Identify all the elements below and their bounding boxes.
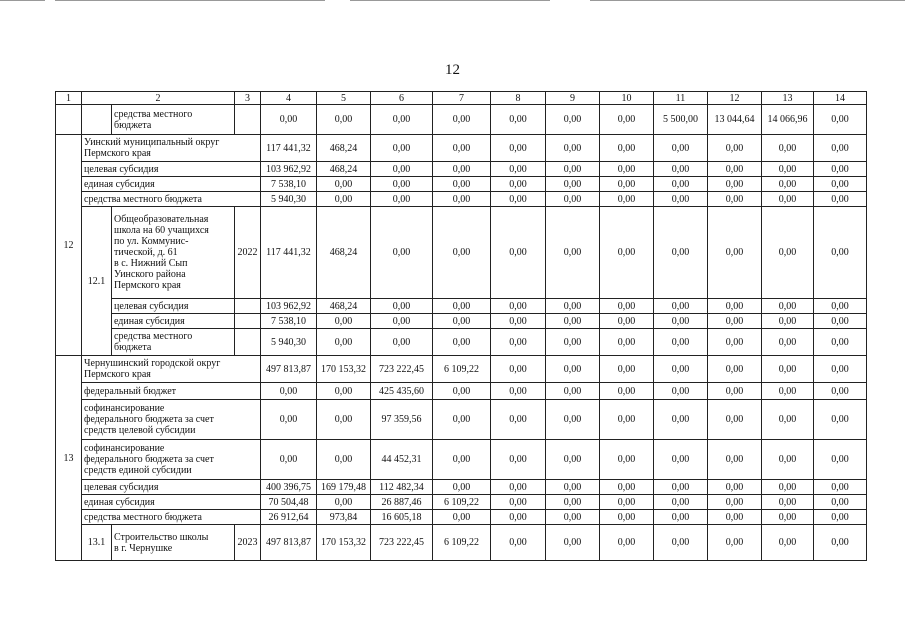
value-cell: 0,00 [708, 299, 762, 314]
value-cell: 0,00 [654, 192, 708, 207]
value-cell: 0,00 [371, 177, 433, 192]
value-cell: 117 441,32 [261, 207, 317, 299]
page-number: 12 [445, 62, 460, 78]
value-cell: 169 179,48 [317, 480, 371, 495]
value-cell: 0,00 [491, 162, 546, 177]
value-cell: 723 222,45 [371, 356, 433, 383]
index-cell [56, 105, 82, 135]
value-cell: 0,00 [654, 400, 708, 440]
top-rule [55, 0, 325, 1]
year-cell: 2023 [235, 525, 261, 561]
value-cell: 0,00 [546, 440, 600, 480]
label-cell: целевая субсидия [82, 480, 261, 495]
header-row [56, 92, 867, 105]
object-name-cell: Общеобразовательная школа на 60 учащихся по ул. Коммунис- тической, д. 61 в с. Нижний Сып Уинского района Пермского края [112, 207, 235, 299]
value-cell: 0,00 [491, 400, 546, 440]
table-row [56, 314, 867, 329]
value-cell: 0,00 [491, 329, 546, 356]
value-cell: 0,00 [708, 356, 762, 383]
value-cell: 0,00 [371, 314, 433, 329]
value-cell: 0,00 [491, 314, 546, 329]
value-cell: 0,00 [546, 177, 600, 192]
value-cell: 0,00 [433, 480, 491, 495]
value-cell: 468,24 [317, 299, 371, 314]
value-cell: 0,00 [261, 400, 317, 440]
value-cell: 0,00 [708, 510, 762, 525]
value-cell: 497 813,87 [261, 525, 317, 561]
value-cell: 26 887,46 [371, 495, 433, 510]
header-cell: 7 [433, 92, 491, 105]
value-cell: 0,00 [600, 314, 654, 329]
value-cell: 0,00 [654, 314, 708, 329]
value-cell: 0,00 [762, 135, 814, 162]
value-cell: 0,00 [762, 495, 814, 510]
value-cell: 70 504,48 [261, 495, 317, 510]
label-cell: Чернушинский городской округ Пермского края [82, 356, 261, 383]
value-cell: 973,84 [317, 510, 371, 525]
label-cell: единая субсидия [112, 314, 235, 329]
year-cell [235, 299, 261, 314]
table-row [56, 192, 867, 207]
value-cell: 0,00 [708, 162, 762, 177]
value-cell: 468,24 [317, 162, 371, 177]
table-body [56, 92, 867, 561]
value-cell: 0,00 [600, 495, 654, 510]
value-cell: 0,00 [654, 299, 708, 314]
value-cell: 0,00 [654, 383, 708, 400]
group-index-cell: 13 [56, 356, 82, 561]
table-row [56, 177, 867, 192]
value-cell: 0,00 [546, 192, 600, 207]
object-name-cell: Строительство школы в г. Чернушке [112, 525, 235, 561]
year-cell: 2022 [235, 207, 261, 299]
table-row [56, 400, 867, 440]
value-cell: 0,00 [317, 192, 371, 207]
value-cell: 0,00 [600, 525, 654, 561]
value-cell: 0,00 [546, 356, 600, 383]
value-cell: 0,00 [708, 314, 762, 329]
value-cell: 5 940,30 [261, 329, 317, 356]
value-cell: 0,00 [814, 495, 867, 510]
value-cell: 0,00 [814, 177, 867, 192]
sub-index-cell: 13.1 [82, 525, 112, 561]
year-cell [235, 329, 261, 356]
value-cell: 0,00 [762, 525, 814, 561]
value-cell: 0,00 [600, 105, 654, 135]
value-cell: 97 359,56 [371, 400, 433, 440]
table-row [56, 383, 867, 400]
value-cell: 0,00 [546, 400, 600, 440]
value-cell: 0,00 [814, 135, 867, 162]
value-cell: 0,00 [491, 510, 546, 525]
value-cell: 0,00 [600, 299, 654, 314]
value-cell: 0,00 [708, 329, 762, 356]
value-cell: 0,00 [491, 383, 546, 400]
value-cell: 0,00 [762, 299, 814, 314]
table-row [56, 356, 867, 383]
table-row [56, 510, 867, 525]
value-cell: 0,00 [708, 192, 762, 207]
value-cell: 0,00 [433, 314, 491, 329]
value-cell: 0,00 [814, 383, 867, 400]
value-cell: 0,00 [654, 177, 708, 192]
value-cell: 0,00 [546, 135, 600, 162]
value-cell: 0,00 [491, 299, 546, 314]
value-cell: 0,00 [371, 207, 433, 299]
value-cell: 0,00 [600, 480, 654, 495]
header-cell: 14 [814, 92, 867, 105]
value-cell: 0,00 [654, 356, 708, 383]
value-cell: 0,00 [261, 440, 317, 480]
value-cell: 0,00 [814, 192, 867, 207]
label-cell: Уинский муниципальный округ Пермского края [82, 135, 261, 162]
value-cell: 0,00 [491, 192, 546, 207]
value-cell: 0,00 [546, 105, 600, 135]
value-cell: 0,00 [600, 162, 654, 177]
label-cell: федеральный бюджет [82, 383, 261, 400]
value-cell: 0,00 [814, 329, 867, 356]
value-cell: 0,00 [762, 440, 814, 480]
value-cell: 0,00 [317, 495, 371, 510]
value-cell: 0,00 [762, 207, 814, 299]
value-cell: 0,00 [762, 314, 814, 329]
label-cell: средства местного бюджета [112, 329, 235, 356]
value-cell: 0,00 [433, 207, 491, 299]
value-cell: 0,00 [371, 299, 433, 314]
header-cell: 11 [654, 92, 708, 105]
label-cell: целевая субсидия [82, 162, 261, 177]
value-cell: 0,00 [814, 525, 867, 561]
value-cell: 0,00 [317, 383, 371, 400]
table-row [56, 105, 867, 135]
value-cell: 0,00 [317, 440, 371, 480]
value-cell: 0,00 [433, 192, 491, 207]
value-cell: 0,00 [433, 510, 491, 525]
value-cell: 0,00 [708, 400, 762, 440]
value-cell: 400 396,75 [261, 480, 317, 495]
top-rule [350, 0, 550, 1]
label-cell: единая субсидия [82, 177, 261, 192]
value-cell: 0,00 [491, 356, 546, 383]
value-cell: 0,00 [433, 400, 491, 440]
value-cell: 0,00 [433, 383, 491, 400]
value-cell: 0,00 [762, 480, 814, 495]
value-cell: 0,00 [708, 480, 762, 495]
value-cell: 0,00 [654, 440, 708, 480]
value-cell: 0,00 [814, 105, 867, 135]
value-cell: 6 109,22 [433, 356, 491, 383]
value-cell: 5 940,30 [261, 192, 317, 207]
value-cell: 0,00 [654, 329, 708, 356]
value-cell: 0,00 [708, 525, 762, 561]
header-cell: 2 [82, 92, 235, 105]
value-cell: 723 222,45 [371, 525, 433, 561]
label-cell: софинансирование федерального бюджета за счет средств единой субсидии [82, 440, 261, 480]
table-row [56, 495, 867, 510]
value-cell: 103 962,92 [261, 299, 317, 314]
value-cell: 0,00 [600, 400, 654, 440]
value-cell: 0,00 [261, 105, 317, 135]
value-cell: 0,00 [708, 177, 762, 192]
value-cell: 0,00 [546, 207, 600, 299]
value-cell: 0,00 [371, 135, 433, 162]
value-cell: 0,00 [600, 383, 654, 400]
value-cell: 0,00 [433, 135, 491, 162]
value-cell: 0,00 [600, 356, 654, 383]
value-cell: 0,00 [546, 525, 600, 561]
value-cell: 0,00 [433, 177, 491, 192]
value-cell: 0,00 [708, 383, 762, 400]
header-cell: 4 [261, 92, 317, 105]
value-cell: 7 538,10 [261, 314, 317, 329]
sub-index-cell [82, 105, 112, 135]
value-cell: 26 912,64 [261, 510, 317, 525]
value-cell: 5 500,00 [654, 105, 708, 135]
value-cell: 0,00 [317, 314, 371, 329]
value-cell: 0,00 [814, 400, 867, 440]
value-cell: 497 813,87 [261, 356, 317, 383]
value-cell: 0,00 [654, 510, 708, 525]
top-rule [0, 0, 45, 1]
value-cell: 0,00 [708, 207, 762, 299]
value-cell: 0,00 [433, 162, 491, 177]
value-cell: 0,00 [654, 525, 708, 561]
value-cell: 0,00 [546, 480, 600, 495]
value-cell: 0,00 [654, 162, 708, 177]
table-row [56, 135, 867, 162]
value-cell: 0,00 [600, 135, 654, 162]
value-cell: 0,00 [762, 400, 814, 440]
value-cell: 0,00 [708, 495, 762, 510]
value-cell: 0,00 [600, 329, 654, 356]
value-cell: 0,00 [546, 299, 600, 314]
value-cell: 0,00 [491, 105, 546, 135]
value-cell: 0,00 [600, 177, 654, 192]
value-cell: 0,00 [762, 510, 814, 525]
value-cell: 6 109,22 [433, 525, 491, 561]
value-cell: 0,00 [654, 495, 708, 510]
label-cell: средства местного бюджета [112, 105, 235, 135]
header-cell: 9 [546, 92, 600, 105]
value-cell: 0,00 [317, 400, 371, 440]
table-row [56, 299, 867, 314]
value-cell: 0,00 [491, 135, 546, 162]
value-cell: 0,00 [371, 192, 433, 207]
value-cell: 44 452,31 [371, 440, 433, 480]
value-cell: 0,00 [546, 329, 600, 356]
header-cell: 3 [235, 92, 261, 105]
value-cell: 0,00 [708, 440, 762, 480]
label-cell: средства местного бюджета [82, 192, 261, 207]
year-cell [235, 105, 261, 135]
value-cell: 0,00 [371, 105, 433, 135]
value-cell: 170 153,32 [317, 356, 371, 383]
value-cell: 0,00 [814, 356, 867, 383]
group-index-cell: 12 [56, 135, 82, 356]
value-cell: 0,00 [546, 162, 600, 177]
value-cell: 0,00 [814, 440, 867, 480]
header-cell: 8 [491, 92, 546, 105]
sub-index-cell: 12.1 [82, 207, 112, 356]
value-cell: 468,24 [317, 135, 371, 162]
value-cell: 0,00 [491, 177, 546, 192]
header-cell: 12 [708, 92, 762, 105]
value-cell: 0,00 [762, 162, 814, 177]
table-row [56, 329, 867, 356]
value-cell: 0,00 [762, 383, 814, 400]
value-cell: 103 962,92 [261, 162, 317, 177]
value-cell: 170 153,32 [317, 525, 371, 561]
value-cell: 468,24 [317, 207, 371, 299]
header-cell: 6 [371, 92, 433, 105]
value-cell: 16 605,18 [371, 510, 433, 525]
value-cell: 0,00 [491, 495, 546, 510]
value-cell: 425 435,60 [371, 383, 433, 400]
value-cell: 0,00 [491, 525, 546, 561]
value-cell: 117 441,32 [261, 135, 317, 162]
value-cell: 0,00 [433, 299, 491, 314]
year-cell [235, 314, 261, 329]
label-cell: средства местного бюджета [82, 510, 261, 525]
value-cell: 0,00 [546, 314, 600, 329]
value-cell: 0,00 [814, 480, 867, 495]
value-cell: 0,00 [762, 356, 814, 383]
value-cell: 0,00 [371, 329, 433, 356]
value-cell: 0,00 [600, 440, 654, 480]
value-cell: 0,00 [654, 207, 708, 299]
value-cell: 0,00 [433, 440, 491, 480]
value-cell: 0,00 [600, 207, 654, 299]
value-cell: 0,00 [546, 495, 600, 510]
value-cell: 0,00 [491, 207, 546, 299]
value-cell: 6 109,22 [433, 495, 491, 510]
header-cell: 13 [762, 92, 814, 105]
value-cell: 0,00 [600, 192, 654, 207]
value-cell: 0,00 [814, 314, 867, 329]
header-cell: 1 [56, 92, 82, 105]
value-cell: 0,00 [317, 105, 371, 135]
label-cell: единая субсидия [82, 495, 261, 510]
value-cell: 0,00 [600, 510, 654, 525]
value-cell: 0,00 [261, 383, 317, 400]
value-cell: 0,00 [762, 192, 814, 207]
value-cell: 0,00 [814, 207, 867, 299]
value-cell: 0,00 [546, 510, 600, 525]
value-cell: 13 044,64 [708, 105, 762, 135]
value-cell: 0,00 [317, 177, 371, 192]
table-row [56, 525, 867, 561]
table-row [56, 440, 867, 480]
value-cell: 0,00 [491, 480, 546, 495]
header-cell: 5 [317, 92, 371, 105]
top-rule [590, 0, 905, 1]
value-cell: 0,00 [708, 135, 762, 162]
value-cell: 0,00 [433, 329, 491, 356]
label-cell: целевая субсидия [112, 299, 235, 314]
value-cell: 7 538,10 [261, 177, 317, 192]
label-cell: софинансирование федерального бюджета за счет средств целевой субсидии [82, 400, 261, 440]
value-cell: 0,00 [654, 135, 708, 162]
table-row [56, 207, 867, 299]
value-cell: 0,00 [654, 480, 708, 495]
value-cell: 0,00 [814, 510, 867, 525]
value-cell: 112 482,34 [371, 480, 433, 495]
header-cell: 10 [600, 92, 654, 105]
value-cell: 0,00 [546, 383, 600, 400]
value-cell: 0,00 [814, 162, 867, 177]
value-cell: 0,00 [317, 329, 371, 356]
value-cell: 0,00 [371, 162, 433, 177]
budget-table [55, 91, 867, 561]
value-cell: 0,00 [762, 329, 814, 356]
value-cell: 0,00 [491, 440, 546, 480]
value-cell: 14 066,96 [762, 105, 814, 135]
value-cell: 0,00 [762, 177, 814, 192]
table-row [56, 480, 867, 495]
value-cell: 0,00 [814, 299, 867, 314]
table-row [56, 162, 867, 177]
value-cell: 0,00 [433, 105, 491, 135]
